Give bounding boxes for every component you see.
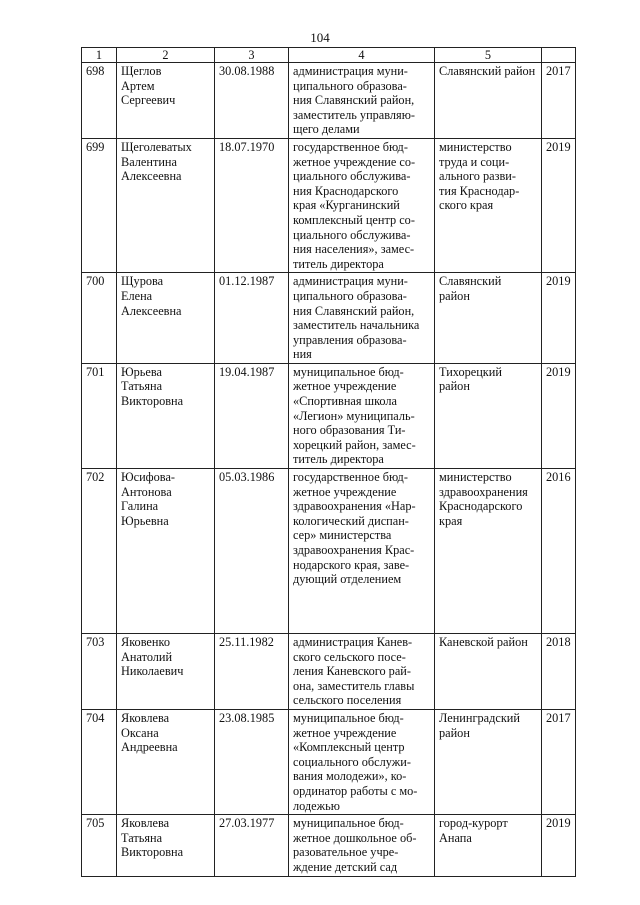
cell-position-line: муниципальное бюд- [293,816,404,831]
table-row [82,63,576,139]
cell-name-line: Алексеевна [121,169,182,184]
cell-name-line: Яковенко [121,635,170,650]
cell-name-line: Юсифова- [121,470,175,485]
cell-position-line: ципального образова- [293,78,407,93]
cell-region-line: ального разви- [439,169,516,184]
cell-name-line: Яковлева [121,816,170,831]
cell-name-line: Юрьева [121,364,162,379]
cell-year: 2017 [542,710,576,815]
cell-position-line: жетное учреждение [293,725,397,740]
cell-number: 705 [82,815,117,877]
cell-position-line: социального обслужи- [293,754,411,769]
cell-year: 2016 [542,469,576,634]
cell-position-line: комплексный центр со- [293,212,415,227]
cell-region-line: края [439,513,463,528]
cell-position-line: жетное учреждение [293,484,397,499]
cell-region-line: труда и соци- [439,154,510,169]
cell-region-line: ского края [439,198,494,213]
cell-position-line: ципального образова- [293,288,407,303]
cell-position [289,469,435,634]
cell-name [117,138,215,272]
cell-number: 699 [82,138,117,272]
cell-name [117,63,215,139]
cell-region [435,815,542,877]
cell-name-line: Татьяна [121,379,163,394]
cell-year: 2018 [542,634,576,710]
cell-year: 2019 [542,138,576,272]
cell-birth-date: 19.04.1987 [215,363,289,468]
cell-region [435,138,542,272]
cell-position-line: края «Курганинский [293,198,400,213]
cell-name [117,469,215,634]
cell-name-line: Галина [121,499,159,514]
cell-position-line: ного образования Ти- [293,423,406,438]
cell-name-line: Николаевич [121,664,184,679]
cell-position-line: циального обслужива- [293,169,411,184]
column-header [542,48,576,63]
cell-position-line: заместитель начальника [293,318,420,333]
cell-position-line: ния Краснодарского [293,183,399,198]
cell-name-line: Татьяна [121,830,163,845]
cell-position-line: ния [293,347,312,362]
cell-name-line: Яковлева [121,711,170,725]
cell-region [435,634,542,710]
cell-name-line: Антонова [121,484,172,499]
cell-name [117,815,215,877]
cell-position-line: ординатор работы с мо- [293,783,418,798]
cell-region-line: Славянский район [439,64,536,78]
cell-name-line: Елена [121,288,153,303]
cell-position-line: ния населения», замес- [293,242,415,257]
cell-number: 704 [82,710,117,815]
column-header: 3 [215,48,289,63]
cell-year: 2017 [542,63,576,139]
cell-position-line: разовательное учре- [293,845,399,860]
cell-name [117,710,215,815]
cell-number: 703 [82,634,117,710]
cell-position-line: ния Славянский район, [293,303,415,318]
cell-region-line: здравоохранения [439,484,528,499]
cell-region-line: Краснодарского [439,499,523,514]
cell-position-line: щего делами [293,122,360,137]
cell-name [117,634,215,710]
cell-region-line: район [439,288,470,303]
cell-birth-date: 30.08.1988 [215,63,289,139]
table-row [82,634,576,710]
cell-position-line: ления Каневского рай- [293,664,411,679]
cell-name-line: Викторовна [121,845,184,860]
cell-region [435,363,542,468]
cell-region-line: район [439,379,470,394]
cell-position [289,138,435,272]
cell-region-line: Тихорецкий [439,364,502,379]
cell-position-line: вания молодежи», ко- [293,769,407,784]
cell-position-line: «Легион» муниципаль- [293,408,415,423]
cell-position-line: здравоохранения Крас- [293,543,415,557]
cell-year: 2019 [542,815,576,877]
table-row [82,815,576,877]
cell-position-line: администрация муни- [293,64,408,78]
cell-region-line: Анапа [439,830,472,845]
cell-region [435,710,542,815]
cell-birth-date: 01.12.1987 [215,273,289,364]
cell-position-line: «Спортивная школа [293,394,397,409]
cell-region-line: город-курорт [439,816,508,831]
cell-region-line: Славянский [439,274,502,289]
column-header: 1 [82,48,117,63]
cell-number: 698 [82,63,117,139]
page-number: 104 [310,30,330,45]
cell-number: 701 [82,363,117,468]
cell-number: 700 [82,273,117,364]
cell-position-line: администрация муни- [293,274,408,289]
cell-name-line: Щеглов [121,64,162,78]
cell-region-line: Ленинградский [439,711,520,725]
cell-year: 2019 [542,273,576,364]
cell-position-line: титель директора [293,256,384,271]
cell-region-line: министерство [439,470,512,485]
cell-position-line: жетное учреждение [293,379,397,394]
cell-position-line: здравоохранения «Нар- [293,499,416,514]
cell-position-line: кологический диспан- [293,513,409,528]
table-row [82,138,576,272]
cell-position-line: нодарского края, заве- [293,557,410,572]
cell-position-line: хорецкий район, замес- [293,437,416,452]
cell-name-line: Андреевна [121,740,178,755]
cell-position-line: государственное бюд- [293,470,408,485]
cell-position-line: она, заместитель главы [293,678,415,693]
cell-position-line: циального обслужива- [293,227,411,242]
cell-position-line: сельского поселения [293,693,402,708]
cell-position-line: титель директора [293,452,384,467]
cell-region-line: Каневской район [439,635,528,650]
cell-position-line: государственное бюд- [293,139,408,154]
header-row [82,48,576,63]
cell-year: 2019 [542,363,576,468]
cell-name-line: Сергеевич [121,93,176,108]
cell-position [289,273,435,364]
records-table [81,47,576,877]
cell-position [289,363,435,468]
cell-position-line: администрация Канев- [293,635,413,650]
cell-position-line: ждение детский сад [293,859,398,874]
cell-name-line: Викторовна [121,394,184,409]
cell-name-line: Артем [121,78,155,93]
cell-birth-date: 27.03.1977 [215,815,289,877]
table-row [82,710,576,815]
column-header: 2 [117,48,215,63]
cell-position-line: муниципальное бюд- [293,711,404,725]
cell-name-line: Щурова [121,274,164,289]
cell-position-line: заместитель управляю- [293,107,415,122]
cell-position-line: ского сельского посе- [293,649,406,664]
table-row [82,469,576,634]
cell-region [435,469,542,634]
cell-region-line: тия Краснодар- [439,183,520,198]
cell-birth-date: 05.03.1986 [215,469,289,634]
cell-position [289,634,435,710]
cell-region-line: министерство [439,139,512,154]
cell-name-line: Валентина [121,154,177,169]
cell-position-line: жетное дошкольное об- [293,830,417,845]
column-header: 4 [289,48,435,63]
table-row [82,363,576,468]
cell-position [289,63,435,139]
cell-position-line: «Комплексный центр [293,740,405,755]
cell-region [435,63,542,139]
cell-birth-date: 18.07.1970 [215,138,289,272]
cell-position-line: жетное учреждение со- [293,154,416,169]
cell-position-line: управления образова- [293,332,407,347]
cell-region-line: район [439,725,470,740]
cell-region [435,273,542,364]
cell-name-line: Алексеевна [121,303,182,318]
cell-position-line: лодежью [293,798,340,813]
cell-position-line: дующий отделением [293,572,402,587]
cell-position-line: сер» министерства [293,528,392,543]
cell-position-line: ния Славянский район, [293,93,415,108]
cell-name-line: Оксана [121,725,159,740]
cell-position-line: муниципальное бюд- [293,364,404,379]
cell-name [117,363,215,468]
cell-position [289,815,435,877]
cell-name-line: Юрьевна [121,513,169,528]
cell-position [289,710,435,815]
cell-name-line: Щеголеватых [121,139,192,154]
cell-name [117,273,215,364]
table-row [82,273,576,364]
cell-name-line: Анатолий [121,649,173,664]
cell-number: 702 [82,469,117,634]
cell-birth-date: 25.11.1982 [215,634,289,710]
cell-birth-date: 23.08.1985 [215,710,289,815]
column-header: 5 [435,48,542,63]
